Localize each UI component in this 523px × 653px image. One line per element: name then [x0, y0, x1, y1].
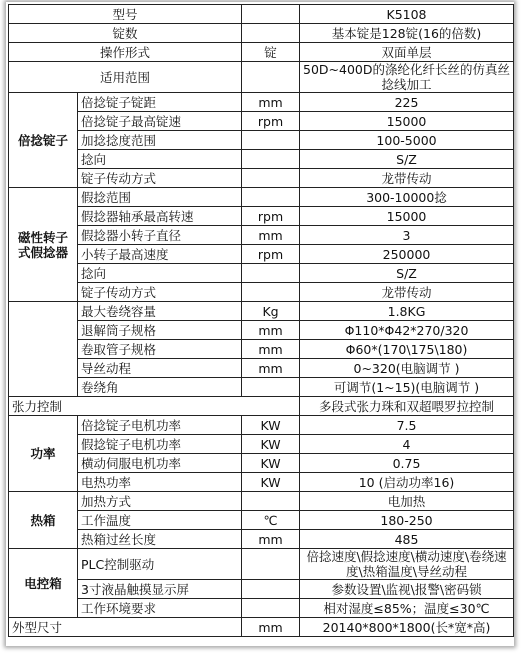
- row-value: 0~320(电脑调节 ): [300, 359, 514, 378]
- application-value: 50D~400D的涤纶化纤长丝的仿真丝捻线加工: [300, 62, 514, 93]
- row-value: 485: [300, 530, 514, 549]
- row-label: 工作环境要求: [78, 599, 242, 618]
- row-unit: Kg: [242, 302, 300, 321]
- row-unit: mm: [242, 226, 300, 245]
- section-power: 功率: [9, 416, 78, 492]
- table-row: [9, 549, 514, 580]
- table-row: [9, 43, 514, 62]
- spindle-count-value: 基本锭是128锭(16的倍数): [300, 24, 514, 43]
- table-row: [9, 492, 514, 511]
- table-row: [9, 245, 514, 264]
- row-label: 捻向: [78, 264, 242, 283]
- row-unit: KW: [242, 435, 300, 454]
- row-value: 相对湿度≤85%；温度≤30℃: [300, 599, 514, 618]
- row-unit: [242, 492, 300, 511]
- dimensions-unit: mm: [242, 618, 300, 637]
- row-label: 横动伺服电机功率: [78, 454, 242, 473]
- row-value: Φ110*Φ42*270/320: [300, 321, 514, 340]
- row-unit: rpm: [242, 245, 300, 264]
- row-unit: [242, 283, 300, 302]
- row-label: 卷绕角: [78, 378, 242, 397]
- table-row: [9, 93, 514, 112]
- row-label: 3寸液晶触摸显示屏: [78, 580, 242, 599]
- table-row: [9, 580, 514, 599]
- row-value: Φ60*(170\175\180): [300, 340, 514, 359]
- section-winding: [9, 302, 78, 397]
- row-label: 捻向: [78, 150, 242, 169]
- row-value: S/Z: [300, 264, 514, 283]
- row-value: 7.5: [300, 416, 514, 435]
- table-row: [9, 150, 514, 169]
- row-value: 倍捻速度\假捻速度\横动速度\卷绕速度\热箱温度\导丝动程: [300, 549, 514, 580]
- row-unit: [242, 131, 300, 150]
- table-row: [9, 530, 514, 549]
- spindle-count-unit: [242, 24, 300, 43]
- row-label: 导丝动程: [78, 359, 242, 378]
- row-label: 工作温度: [78, 511, 242, 530]
- table-row: [9, 5, 514, 24]
- row-unit: rpm: [242, 112, 300, 131]
- table-row: [9, 283, 514, 302]
- row-label: 假捻范围: [78, 188, 242, 207]
- row-unit: mm: [242, 93, 300, 112]
- row-value: 龙带传动: [300, 283, 514, 302]
- row-value: 100-5000: [300, 131, 514, 150]
- row-unit: ℃: [242, 511, 300, 530]
- table-row: [9, 416, 514, 435]
- table-row: [9, 454, 514, 473]
- section-control-box: 电控箱: [9, 549, 78, 618]
- table-row: [9, 321, 514, 340]
- row-unit: rpm: [242, 207, 300, 226]
- operation-value: 双面单层: [300, 43, 514, 62]
- row-label: 最大卷绕容量: [78, 302, 242, 321]
- table-row: [9, 618, 514, 637]
- row-label: 假捻器轴承最高转速: [78, 207, 242, 226]
- row-value: 15000: [300, 207, 514, 226]
- row-unit: KW: [242, 473, 300, 492]
- row-label: 锭子传动方式: [78, 169, 242, 188]
- table-row: [9, 599, 514, 618]
- row-value: 龙带传动: [300, 169, 514, 188]
- row-unit: KW: [242, 454, 300, 473]
- table-row: [9, 264, 514, 283]
- row-label: 电热功率: [78, 473, 242, 492]
- row-unit: [242, 188, 300, 207]
- row-unit: [242, 150, 300, 169]
- row-value: 180-250: [300, 511, 514, 530]
- row-value: 可调节(1~15)(电脑调节 ): [300, 378, 514, 397]
- section-tension: 张力控制: [9, 397, 300, 416]
- section-twist-spindle: 倍捻锭子: [9, 93, 78, 188]
- row-label: 倍捻锭子最高锭速: [78, 112, 242, 131]
- dimensions-value: 20140*800*1800(长*宽*高): [300, 618, 514, 637]
- row-value: 15000: [300, 112, 514, 131]
- dimensions-label: 外型尺寸: [9, 618, 242, 637]
- row-unit: mm: [242, 340, 300, 359]
- row-value: 参数设置\监视\报警\密码锁: [300, 580, 514, 599]
- row-label: 加热方式: [78, 492, 242, 511]
- table-row: [9, 340, 514, 359]
- row-label: 小转子最高速度: [78, 245, 242, 264]
- row-label: 倍捻锭子锭距: [78, 93, 242, 112]
- row-unit: mm: [242, 359, 300, 378]
- table-row: [9, 359, 514, 378]
- row-unit: [242, 580, 300, 599]
- table-row: [9, 511, 514, 530]
- row-value: 10 (启动功率16): [300, 473, 514, 492]
- tension-value: 多段式张力珠和双超喂罗拉控制: [300, 397, 514, 416]
- table-row: [9, 188, 514, 207]
- table-row: [9, 62, 514, 93]
- row-value: 300-10000捻: [300, 188, 514, 207]
- operation-label: 操作形式: [9, 43, 242, 62]
- table-row: [9, 435, 514, 454]
- model-label: 型号: [9, 5, 242, 24]
- table-row: [9, 378, 514, 397]
- row-value: S/Z: [300, 150, 514, 169]
- row-value: 电加热: [300, 492, 514, 511]
- row-label: 退解筒子规格: [78, 321, 242, 340]
- model-unit: [242, 5, 300, 24]
- application-label: 适用范围: [9, 62, 242, 93]
- table-row: [9, 473, 514, 492]
- row-value: 1.8KG: [300, 302, 514, 321]
- row-label: PLC控制驱动: [78, 549, 242, 580]
- row-unit: mm: [242, 321, 300, 340]
- section-false-twister: 磁性转子式假捻器: [9, 188, 78, 302]
- table-row: [9, 226, 514, 245]
- row-label: 锭子传动方式: [78, 283, 242, 302]
- row-unit: mm: [242, 530, 300, 549]
- section-heater: 热箱: [9, 492, 78, 549]
- table-row: [9, 112, 514, 131]
- row-value: 225: [300, 93, 514, 112]
- row-value: 4: [300, 435, 514, 454]
- spindle-count-label: 锭数: [9, 24, 242, 43]
- row-unit: [242, 549, 300, 580]
- row-label: 加捻捻度范围: [78, 131, 242, 150]
- row-unit: [242, 378, 300, 397]
- table-row: [9, 397, 514, 416]
- row-unit: [242, 599, 300, 618]
- spec-table: [8, 4, 514, 637]
- table-row: [9, 302, 514, 321]
- operation-unit: 锭: [242, 43, 300, 62]
- row-unit: [242, 169, 300, 188]
- row-unit: [242, 264, 300, 283]
- row-value: 3: [300, 226, 514, 245]
- row-unit: KW: [242, 416, 300, 435]
- table-row: [9, 24, 514, 43]
- row-label: 热箱过丝长度: [78, 530, 242, 549]
- row-label: 假捻锭子电机功率: [78, 435, 242, 454]
- row-label: 倍捻锭子电机功率: [78, 416, 242, 435]
- application-unit: [242, 62, 300, 93]
- row-label: 假捻器小转子直径: [78, 226, 242, 245]
- row-value: 250000: [300, 245, 514, 264]
- table-row: [9, 207, 514, 226]
- row-label: 卷取管子规格: [78, 340, 242, 359]
- model-value: K5108: [300, 5, 514, 24]
- table-row: [9, 131, 514, 150]
- table-row: [9, 169, 514, 188]
- row-value: 0.75: [300, 454, 514, 473]
